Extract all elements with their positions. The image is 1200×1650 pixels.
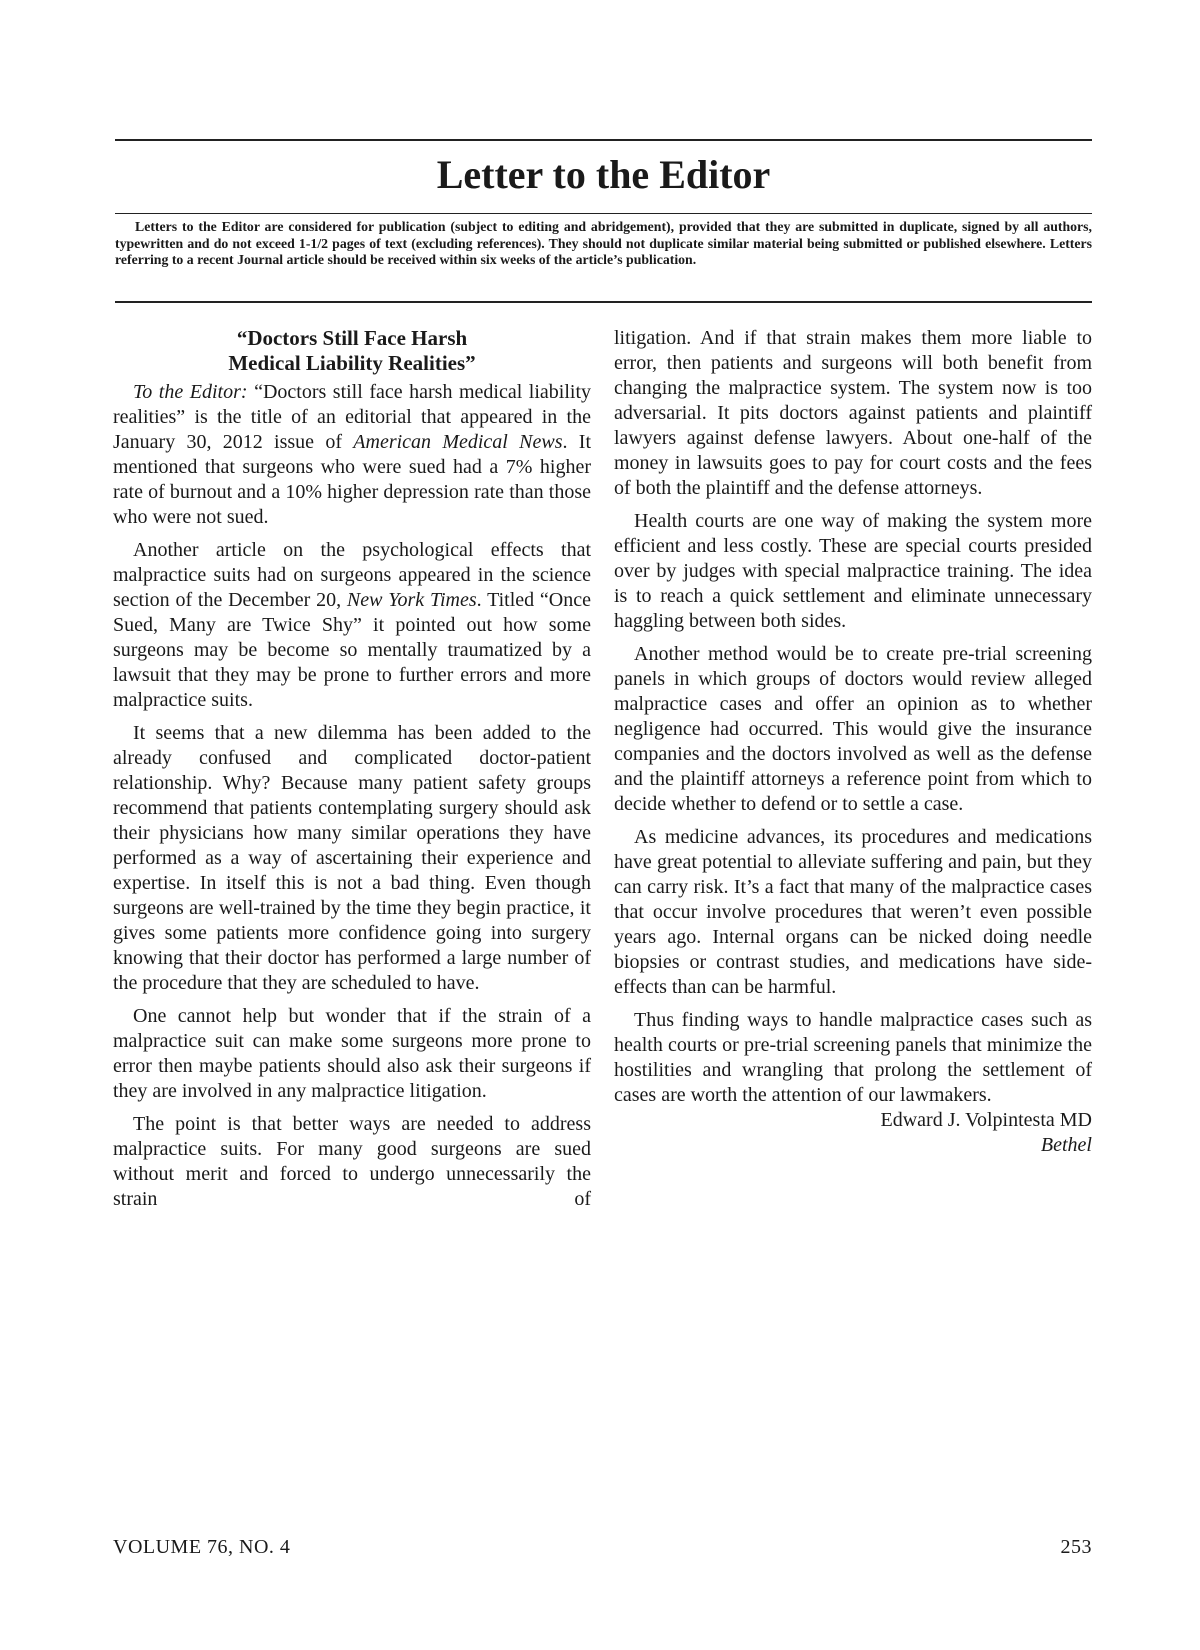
- paragraph-8: As medicine advances, its procedures and medications have great potential to alleviate suffering and pain, but they can carry risk. It’s a fact that many of the malpractice cases that occur involve procedures that weren’t even possible years ago. Internal organs can be nicked doing needle biopsies or contrast studies, and medications have side-effects than can be harmful.: [614, 826, 1092, 998]
- header-divider: [115, 213, 1092, 214]
- section-title: Letter to the Editor: [436, 152, 771, 197]
- page-number: 253: [1060, 1536, 1092, 1558]
- signature-name: Edward J. Volpintesta MD: [880, 1109, 1092, 1131]
- signature-location: [614, 1133, 1092, 1158]
- paragraph-2-text-a: Another article on the psychological effects that malpractice suits had on surgeons appeared in the science section of the December 20,: [113, 539, 591, 611]
- paragraph-5-start: The point is that better ways are needed to address malpractice suits. For many good surgeons are sued without merit and forced to undergo unnecessarily the strain of: [113, 1113, 591, 1210]
- left-column: [113, 326, 591, 1220]
- paragraph-9: Thus finding ways to handle malpractice cases such as health courts or pre-trial screening panels that minimize the hostilities and wrangling that prolong the settlement of cases are worth the attention of our lawmakers.: [614, 1009, 1092, 1106]
- paragraph-1: [113, 380, 591, 530]
- publication-name: American Medical News: [353, 431, 563, 453]
- paragraph-1-text-a: “Doctors still face harsh medical liability realities” is the title of an editorial that appeared in the January 30, 2012 issue of: [113, 381, 591, 453]
- letter-title: [113, 326, 591, 376]
- paragraph-3: It seems that a new dilemma has been added to the already confused and complicated doctor-patient relationship. Why? Because many patient safety groups recommend that patients contemplating surgery should ask their physicians how many similar operations they have performed as a way of ascertaining their experience and expertise. In itself this is not a bad thing. Even though surgeons are well-trained by the time they begin practice, it gives some patients more confidence going into surgery knowing that their doctor has performed a large number of the procedure that they are scheduled to have.: [113, 722, 591, 994]
- signature-location-text: Bethel: [1040, 1134, 1092, 1156]
- letter-title-line-2: Medical Liability Realities”: [228, 351, 476, 375]
- paragraph-1-text-b: . It mentioned that surgeons who were sued had a 7% higher rate of burnout and a 10% higher depression rate than those who were not sued.: [113, 431, 592, 528]
- signature: [614, 1108, 1092, 1158]
- instructions-divider: [115, 301, 1092, 303]
- letter-title-line-1: “Doctors Still Face Harsh: [236, 326, 468, 350]
- top-rule: [115, 139, 1092, 141]
- volume-footer: VOLUME 76, NO. 4: [113, 1536, 291, 1558]
- publication-name: New York Times: [346, 589, 477, 611]
- paragraph-7: Another method would be to create pre-trial screening panels in which groups of doctors would review alleged malpractice cases and offer an opinion as to whether negligence had occurred. This would give the insurance companies and the doctors involved as well as the defense and the plaintiff attorneys a reference point from which to decide whether to defend or to settle a case.: [614, 643, 1092, 815]
- paragraph-2-text-b: . Titled “Once Sued, Many are Twice Shy” it pointed out how some surgeons may be become so mentally traumatized by a lawsuit that they may be prone to further errors and more malpractice suits.: [113, 589, 591, 711]
- paragraph-5-continued: litigation. And if that strain makes them more liable to error, then patients and surgeons will both benefit from changing the malpractice system. The system now is too adversarial. It pits doctors against patients and plaintiff lawyers against defense lawyers. About one-half of the money in lawsuits goes to pay for court costs and the fees of both the plaintiff and the defense attorneys.: [614, 327, 1092, 499]
- salutation: To the Editor:: [133, 381, 248, 403]
- paragraph-4: One cannot help but wonder that if the strain of a malpractice suit can make some surgeons more prone to error then maybe patients should also ask their surgeons if they are involved in any malpractice litigation.: [113, 1005, 591, 1102]
- paragraph-6: Health courts are one way of making the system more efficient and less costly. These are special courts presided over by judges with special malpractice training. The idea is to reach a quick settlement and eliminate unnecessary haggling between both sides.: [614, 510, 1092, 632]
- right-column: [614, 326, 1092, 1158]
- paragraph-2: [113, 538, 591, 713]
- submission-instructions: Letters to the Editor are considered for publication (subject to editing and abridgement), provided that they are submitted in duplicate, signed by all authors, typewritten and do not exceed 1-1/2 pages of text (excluding references). They should not duplicate similar material being submitted or published elsewhere. Letters referring to a recent Journal article should be received within six weeks of the article’s publication.: [115, 219, 1092, 267]
